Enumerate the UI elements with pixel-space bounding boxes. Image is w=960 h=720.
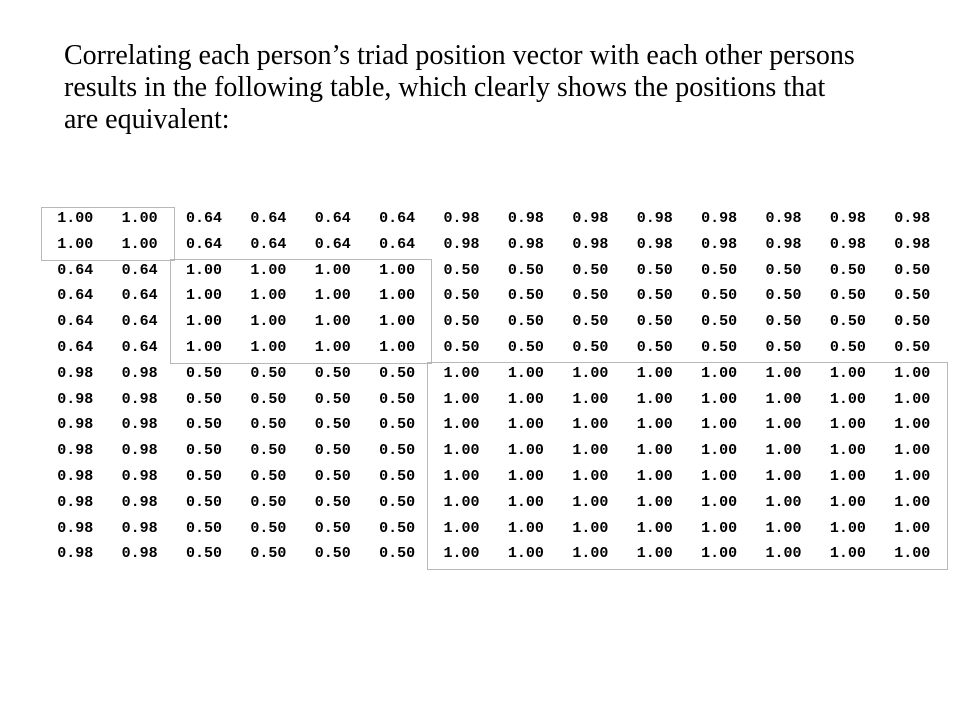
matrix-cell: 0.50 [250,416,287,434]
matrix-cell: 0.98 [443,235,480,253]
matrix-cell: 0.50 [829,338,866,356]
matrix-cell: 0.50 [701,287,738,305]
matrix-cell: 0.98 [121,442,158,460]
matrix-cell: 1.00 [57,210,94,227]
matrix-cell: 1.00 [443,519,480,537]
matrix-cell: 1.00 [443,416,480,434]
matrix-cell: 0.50 [701,261,738,279]
matrix-cell: 1.00 [765,442,802,460]
matrix-cell: 1.00 [572,442,609,460]
matrix-cell: 0.98 [829,210,866,227]
matrix-cell: 1.00 [443,467,480,485]
matrix-cell: 1.00 [829,493,866,511]
matrix-row [43,490,944,516]
matrix-cell: 0.98 [636,235,673,253]
matrix-cell: 1.00 [765,390,802,408]
matrix-cell: 1.00 [829,416,866,434]
matrix-cell: 1.00 [250,338,287,356]
matrix-cell: 1.00 [572,416,609,434]
matrix-cell: 0.50 [185,416,222,434]
matrix-cell: 1.00 [765,545,802,563]
matrix-cell: 0.98 [443,210,480,227]
matrix-cell: 0.64 [185,210,222,227]
correlation-matrix [43,206,944,567]
matrix-row [43,335,944,361]
matrix-cell: 0.50 [507,338,544,356]
matrix-cell: 0.50 [572,287,609,305]
matrix-cell: 0.50 [314,545,351,563]
matrix-cell: 1.00 [701,467,738,485]
matrix-row [43,516,944,542]
matrix-cell: 1.00 [572,390,609,408]
matrix-cell: 0.64 [57,261,94,279]
matrix-cell: 1.00 [636,364,673,382]
matrix-cell: 0.50 [379,519,416,537]
matrix-cell: 0.50 [379,416,416,434]
matrix-cell: 1.00 [507,519,544,537]
matrix-cell: 0.50 [379,442,416,460]
matrix-cell: 0.50 [443,313,480,331]
matrix-cell: 0.64 [121,261,158,279]
matrix-cell: 0.64 [250,235,287,253]
matrix-cell: 0.50 [379,390,416,408]
matrix-cell: 0.64 [57,287,94,305]
matrix-cell: 0.50 [379,545,416,563]
matrix-row [43,283,944,309]
matrix-cell: 1.00 [121,210,158,227]
matrix-cell: 1.00 [379,338,416,356]
matrix-cell: 0.98 [121,519,158,537]
matrix-cell: 0.50 [250,442,287,460]
matrix-cell: 1.00 [894,364,931,382]
matrix-cell: 1.00 [185,287,222,305]
matrix-cell: 0.50 [379,364,416,382]
matrix-cell: 0.98 [121,493,158,511]
matrix-cell: 1.00 [185,313,222,331]
matrix-cell: 0.64 [314,210,351,227]
matrix-cell: 0.98 [121,467,158,485]
matrix-cell: 0.50 [314,416,351,434]
matrix-cell: 0.50 [572,338,609,356]
matrix-cell: 0.50 [443,287,480,305]
matrix-cell: 0.50 [250,545,287,563]
matrix-cell: 0.98 [57,442,94,460]
caption-text: Correlating each person’s triad position vector with each other persons results in the following table, which clearly shows the positions that are equivalent: [64,40,855,135]
matrix-cell: 1.00 [894,442,931,460]
matrix-cell: 0.98 [57,467,94,485]
matrix-row [43,387,944,413]
matrix-cell: 1.00 [379,287,416,305]
matrix-cell: 0.50 [314,442,351,460]
matrix-cell: 1.00 [507,467,544,485]
matrix-cell: 1.00 [829,545,866,563]
matrix-cell: 1.00 [701,545,738,563]
matrix-cell: 0.50 [443,338,480,356]
matrix-cell: 0.98 [57,390,94,408]
matrix-cell: 0.50 [507,313,544,331]
matrix-cell: 1.00 [185,261,222,279]
matrix-cell: 1.00 [701,442,738,460]
matrix-cell: 0.50 [379,467,416,485]
matrix-cell: 0.64 [57,313,94,331]
matrix-cell: 0.98 [765,210,802,227]
matrix-cell: 1.00 [829,390,866,408]
matrix-cell: 0.98 [57,519,94,537]
matrix-cell: 0.50 [572,313,609,331]
matrix-cell: 0.50 [636,338,673,356]
matrix-cell: 0.50 [894,338,931,356]
matrix-cell: 0.50 [829,261,866,279]
matrix-cell: 1.00 [443,545,480,563]
matrix-cell: 0.64 [185,235,222,253]
matrix-cell: 0.50 [765,261,802,279]
matrix-cell: 1.00 [636,390,673,408]
matrix-cell: 0.50 [250,467,287,485]
matrix-cell: 0.50 [250,364,287,382]
matrix-cell: 0.98 [894,235,931,253]
matrix-cell: 0.98 [57,493,94,511]
matrix-cell: 0.98 [572,210,609,227]
matrix-cell: 0.98 [829,235,866,253]
matrix-cell: 1.00 [314,338,351,356]
matrix-cell: 0.98 [701,235,738,253]
matrix-cell: 1.00 [765,364,802,382]
matrix-cell: 0.98 [572,235,609,253]
matrix-cell: 0.50 [894,287,931,305]
matrix-cell: 0.50 [379,493,416,511]
matrix-cell: 1.00 [829,442,866,460]
matrix-cell: 0.50 [314,467,351,485]
matrix-cell: 0.50 [507,287,544,305]
matrix-cell: 1.00 [701,364,738,382]
matrix-cell: 1.00 [572,545,609,563]
matrix-cell: 1.00 [507,416,544,434]
matrix-cell: 1.00 [121,235,158,253]
matrix-cell: 1.00 [314,287,351,305]
matrix-cell: 1.00 [701,390,738,408]
matrix-cell: 1.00 [829,364,866,382]
matrix-cell: 1.00 [829,519,866,537]
matrix-cell: 1.00 [379,261,416,279]
matrix-row [43,438,944,464]
matrix-cell: 0.50 [636,261,673,279]
matrix-cell: 0.50 [829,313,866,331]
matrix-cell: 0.98 [636,210,673,227]
matrix-cell: 1.00 [765,519,802,537]
matrix-cell: 1.00 [443,493,480,511]
matrix-cell: 1.00 [765,467,802,485]
matrix-cell: 1.00 [443,364,480,382]
matrix-cell: 1.00 [636,416,673,434]
matrix-cell: 0.50 [185,493,222,511]
matrix-cell: 1.00 [507,442,544,460]
matrix-cell: 0.50 [185,390,222,408]
matrix-row [43,541,944,567]
matrix-cell: 1.00 [443,390,480,408]
matrix-cell: 0.50 [250,519,287,537]
matrix-cell: 1.00 [57,235,94,253]
matrix-cell: 1.00 [894,493,931,511]
matrix-cell: 1.00 [636,493,673,511]
matrix-cell: 1.00 [701,493,738,511]
matrix-cell: 0.64 [250,210,287,227]
matrix-row [43,309,944,335]
matrix-cell: 1.00 [314,313,351,331]
matrix-cell: 1.00 [507,493,544,511]
matrix-cell: 1.00 [314,261,351,279]
matrix-cell: 0.64 [314,235,351,253]
matrix-cell: 1.00 [507,545,544,563]
matrix-cell: 0.50 [636,313,673,331]
matrix-row [43,412,944,438]
matrix-row [43,361,944,387]
matrix-cell: 1.00 [250,287,287,305]
matrix-cell: 0.50 [701,338,738,356]
matrix-cell: 0.64 [121,287,158,305]
matrix-cell: 1.00 [636,519,673,537]
matrix-cell: 1.00 [894,545,931,563]
matrix-cell: 1.00 [701,519,738,537]
matrix-cell: 1.00 [765,493,802,511]
matrix-cell: 0.64 [121,313,158,331]
matrix-cell: 0.50 [765,313,802,331]
matrix-cell: 1.00 [250,261,287,279]
matrix-cell: 0.50 [185,442,222,460]
matrix-cell: 0.64 [379,235,416,253]
matrix-cell: 0.98 [121,390,158,408]
matrix-cell: 0.98 [57,364,94,382]
matrix-cell: 0.50 [250,493,287,511]
matrix-cell: 1.00 [250,313,287,331]
matrix-cell: 1.00 [507,390,544,408]
matrix-cell: 0.64 [379,210,416,227]
matrix-cell: 1.00 [894,467,931,485]
matrix-cell: 0.98 [121,416,158,434]
matrix-cell: 1.00 [636,442,673,460]
matrix-cell: 0.98 [57,416,94,434]
matrix-cell: 1.00 [185,338,222,356]
matrix-cell: 1.00 [894,416,931,434]
matrix-cell: 0.50 [314,364,351,382]
matrix-cell: 0.50 [636,287,673,305]
matrix-cell: 1.00 [701,416,738,434]
matrix-cell: 0.64 [121,338,158,356]
matrix-cell: 0.50 [443,261,480,279]
matrix-row [43,232,944,258]
matrix-cell: 0.50 [765,338,802,356]
matrix-cell: 1.00 [507,364,544,382]
matrix-cell: 0.50 [507,261,544,279]
matrix-cell: 0.50 [765,287,802,305]
matrix-cell: 0.50 [185,519,222,537]
matrix-cell: 1.00 [443,442,480,460]
matrix-cell: 1.00 [572,519,609,537]
matrix-cell: 1.00 [765,416,802,434]
matrix-cell: 0.50 [250,390,287,408]
matrix-cell: 0.50 [894,313,931,331]
matrix-cell: 0.98 [121,364,158,382]
matrix-cell: 0.98 [701,210,738,227]
matrix-cell: 1.00 [572,493,609,511]
matrix-row [43,464,944,490]
matrix-cell: 0.50 [314,390,351,408]
matrix-cell: 0.98 [57,545,94,563]
matrix-cell: 1.00 [572,364,609,382]
matrix-cell: 0.50 [572,261,609,279]
matrix-cell: 0.98 [507,210,544,227]
matrix-row [43,258,944,284]
matrix-cell: 0.50 [314,519,351,537]
matrix-cell: 0.50 [185,467,222,485]
matrix-cell: 1.00 [572,467,609,485]
matrix-cell: 0.50 [701,313,738,331]
matrix-cell: 0.98 [894,210,931,227]
matrix-cell: 0.50 [894,261,931,279]
matrix-row [43,206,944,232]
matrix-cell: 0.98 [765,235,802,253]
matrix-cell: 0.98 [121,545,158,563]
matrix-cell: 1.00 [379,313,416,331]
matrix-cell: 0.50 [829,287,866,305]
matrix-cell: 1.00 [636,467,673,485]
matrix-cell: 0.50 [314,493,351,511]
matrix-cell: 0.64 [57,338,94,356]
matrix-cell: 1.00 [636,545,673,563]
matrix-cell: 1.00 [894,519,931,537]
matrix-cell: 1.00 [829,467,866,485]
matrix-cell: 0.98 [507,235,544,253]
matrix-cell: 0.50 [185,364,222,382]
matrix-cell: 1.00 [894,390,931,408]
matrix-cell: 0.50 [185,545,222,563]
